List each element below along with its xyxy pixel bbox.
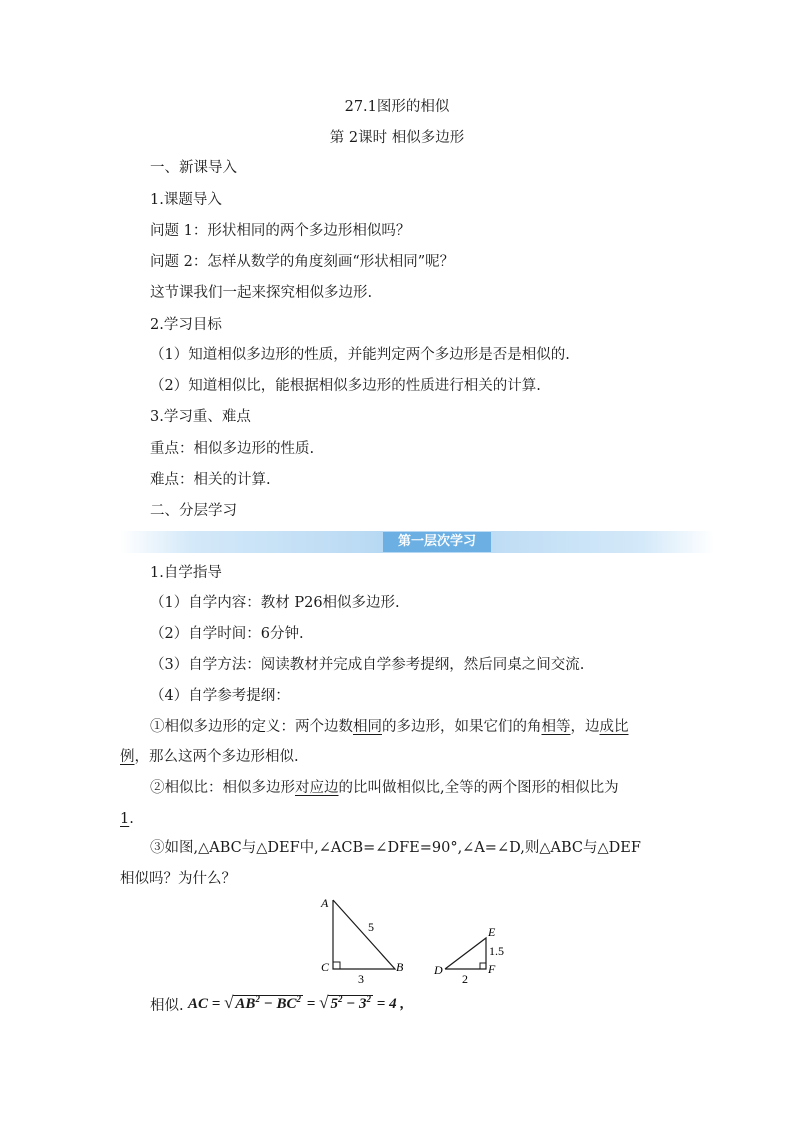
label-side-1-5: 1.5 bbox=[489, 944, 504, 958]
section1-heading: 一、新课导入 bbox=[150, 160, 237, 176]
label-d: D bbox=[434, 963, 443, 977]
sqrt-symbol: √ bbox=[319, 993, 329, 1012]
minus: − bbox=[342, 996, 360, 1012]
question-1: 问题 1：形状相同的两个多边形相似吗？ bbox=[150, 223, 411, 239]
exponent: 2 bbox=[337, 994, 343, 1004]
answer-prefix: 相似. bbox=[150, 998, 184, 1014]
radicand-1 bbox=[233, 995, 303, 1012]
formula-lhs: AC bbox=[188, 996, 209, 1012]
triangle-def bbox=[433, 925, 504, 986]
label-base-2: 2 bbox=[462, 972, 468, 986]
radicand-2 bbox=[328, 995, 373, 1012]
answer-proportional-end: 例 bbox=[120, 749, 135, 765]
ratio-text: . bbox=[129, 811, 134, 827]
definition-text: 的多边形，如果它们的角 bbox=[382, 719, 542, 735]
right-angle-c bbox=[333, 962, 340, 969]
formula-result: 4 bbox=[389, 996, 397, 1012]
minus: − bbox=[259, 996, 277, 1012]
guide-method: （3）自学方法：阅读教材并完成自学参考提纲，然后同桌之间交流. bbox=[150, 657, 585, 673]
radicand-term: BC bbox=[276, 996, 297, 1012]
radicand-term: AB bbox=[235, 996, 256, 1012]
formula-equals: = bbox=[373, 996, 390, 1012]
exponent: 2 bbox=[366, 994, 372, 1004]
answer-formula bbox=[188, 993, 404, 1013]
problem-line-1: ③如图,△ABC与△DEF中,∠ACB=∠DFE=90°,∠A=∠D,则△ABC与△DEF bbox=[150, 840, 641, 856]
ratio-text: ②相似比：相似多边形 bbox=[150, 780, 295, 796]
guide-outline: （4）自学参考提纲： bbox=[150, 688, 290, 704]
section2-heading: 二、分层学习 bbox=[150, 503, 237, 519]
guide-heading: 1.自学指导 bbox=[150, 565, 222, 581]
label-hyp-5: 5 bbox=[368, 920, 374, 934]
label-b: B bbox=[396, 960, 404, 974]
difficult-point: 难点：相关的计算. bbox=[150, 472, 271, 488]
sqrt-symbol: √ bbox=[224, 993, 234, 1012]
formula-equals: = bbox=[303, 996, 320, 1012]
ratio-text: 的比叫做相似比,全等的两个图形的相似比为 bbox=[338, 780, 619, 796]
intro-summary: 这节课我们一起来探究相似多边形. bbox=[150, 285, 373, 301]
definition-text: ，那么这两个多边形相似. bbox=[134, 749, 299, 765]
exponent: 2 bbox=[255, 994, 260, 1004]
guide-content: （1）自学内容：教材 P26相似多边形. bbox=[150, 595, 400, 611]
label-f: F bbox=[488, 962, 496, 976]
label-base-3: 3 bbox=[358, 972, 364, 986]
definition-text: ①相似多边形的定义：两个边数 bbox=[150, 719, 353, 735]
answer-equal: 相等 bbox=[541, 719, 571, 735]
label-c: C bbox=[321, 960, 330, 974]
triangle-abc-outline bbox=[333, 900, 395, 969]
guide-time: （2）自学时间：6分钟. bbox=[150, 626, 304, 642]
label-e: E bbox=[488, 925, 496, 939]
answer-one: 1 bbox=[120, 811, 130, 827]
keys-heading: 3.学习重、难点 bbox=[150, 409, 251, 425]
right-angle-f bbox=[480, 963, 486, 969]
exponent: 2 bbox=[296, 994, 302, 1004]
formula-equals: = bbox=[208, 996, 225, 1012]
key-point: 重点：相似多边形的性质. bbox=[150, 441, 315, 457]
answer-same: 相同 bbox=[353, 719, 382, 735]
question-2: 问题 2：怎样从数学的角度刻画“形状相同”呢？ bbox=[150, 254, 455, 270]
definition-text: ，边 bbox=[570, 719, 600, 735]
problem-line-2: 相似吗？为什么？ bbox=[120, 871, 236, 887]
answer-corresponding-sides: 对应边 bbox=[295, 780, 339, 796]
goals-heading: 2.学习目标 bbox=[150, 317, 222, 333]
label-a: A bbox=[321, 896, 329, 910]
goal-1: （1）知道相似多边形的性质，并能判定两个多边形是否是相似的. bbox=[150, 347, 570, 363]
radicand-term: 3 bbox=[359, 996, 367, 1012]
page-title: 27.1图形的相似 bbox=[344, 99, 450, 115]
intro-heading: 1.课题导入 bbox=[150, 192, 222, 208]
page-subtitle: 第 2课时 相似多边形 bbox=[329, 130, 465, 146]
triangle-abc bbox=[320, 896, 404, 986]
level-banner-label: 第一层次学习 bbox=[383, 532, 491, 552]
goal-2: （2）知道相似比，能根据相似多边形的性质进行相关的计算. bbox=[150, 378, 541, 394]
radicand-term: 5 bbox=[330, 996, 338, 1012]
formula-suffix: , bbox=[396, 996, 405, 1012]
answer-proportional: 成比 bbox=[599, 719, 629, 735]
